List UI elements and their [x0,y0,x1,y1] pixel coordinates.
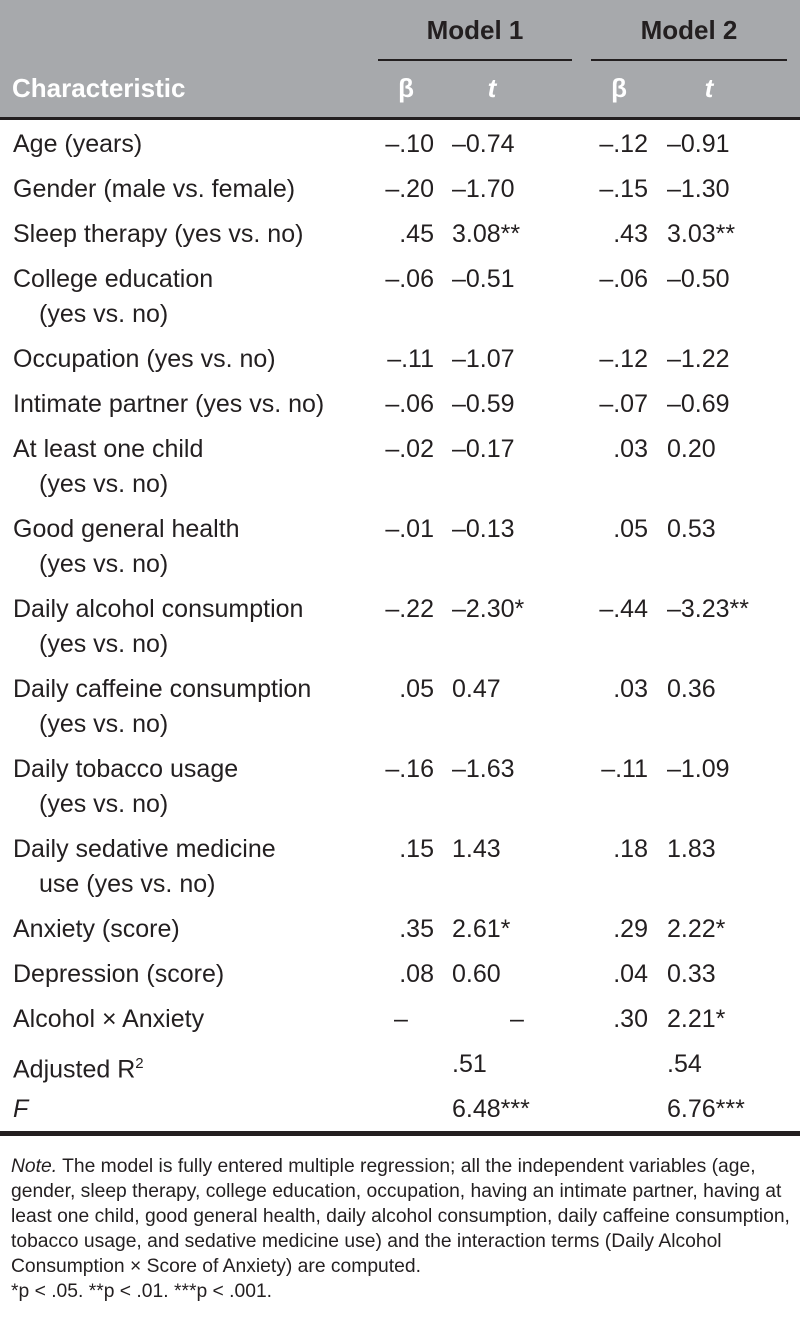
table-header [0,0,800,120]
table-bottom-rule [0,1131,800,1136]
model1-t: 0.60 [452,960,501,988]
row-label: Alcohol × Anxiety [13,1005,205,1033]
table-row [0,907,800,952]
model1-t: –2.30* [452,595,525,623]
characteristic-heading: Characteristic [12,73,186,103]
model2-t: 1.83 [667,835,716,863]
model1-t: –0.13 [452,515,515,543]
table-row [0,427,800,507]
row-label: Age (years) [13,130,143,158]
table-body [0,122,800,1132]
table-row [0,122,800,167]
model1-t: –1.70 [452,175,515,203]
significance-legend: *p < .05. **p < .01. ***p < .001. [11,1281,273,1302]
model2-beta-heading: β [611,73,627,103]
model2-heading: Model 2 [640,15,738,45]
model2-beta: .30 [613,1005,648,1033]
row-label: Anxiety (score) [13,915,180,943]
model1-t: –1.63 [452,755,515,783]
model1-beta: –.06 [385,390,434,418]
model2-beta: –.06 [599,265,648,293]
model2-t: 0.53 [667,515,716,543]
model1-t: – [510,1005,524,1033]
model1-t: –0.74 [452,130,515,158]
model2-beta: –.12 [599,345,648,373]
model1-beta-heading: β [398,73,414,103]
table-row [0,827,800,907]
model1-beta: –.16 [385,755,434,783]
row-label-continued: (yes vs. no) [39,470,169,498]
table-row [0,952,800,997]
model1-f: 6.48*** [452,1095,530,1123]
row-label: Intimate partner (yes vs. no) [13,390,325,418]
model2-t: 0.36 [667,675,716,703]
table-row [0,212,800,257]
model1-beta: –.11 [387,345,434,373]
model1-beta: –.01 [385,515,434,543]
model2-t: 2.22* [667,915,726,943]
model2-t-heading: t [704,73,714,103]
interaction-row [0,997,800,1042]
model2-t: –3.23** [667,595,750,623]
model2-beta: –.12 [599,130,648,158]
table-row [0,587,800,667]
f-row [0,1087,800,1132]
model1-t: –0.51 [452,265,515,293]
model1-beta: .45 [399,220,434,248]
model1-heading: Model 1 [426,15,524,45]
table-note [11,1154,800,1304]
superscript-two: 2 [135,1055,144,1072]
row-label: Depression (score) [13,960,225,988]
row-label-continued: (yes vs. no) [39,300,169,328]
model2-t: –0.91 [667,130,730,158]
model2-t: –1.09 [667,755,730,783]
row-label: Daily tobacco usage [13,755,239,783]
model2-t: –0.50 [667,265,730,293]
model2-beta: –.11 [601,755,648,783]
model2-beta: .18 [613,835,648,863]
row-label: Gender (male vs. female) [13,175,296,203]
note-lead: Note. [11,1156,58,1177]
row-label-continued: (yes vs. no) [39,630,169,658]
model1-beta: – [394,1005,408,1033]
model1-beta: –.02 [385,435,434,463]
table-row [0,257,800,337]
model2-t: –1.30 [667,175,730,203]
model2-beta: –.15 [599,175,648,203]
model2-beta: .29 [613,915,648,943]
model1-t: –1.07 [452,345,515,373]
model1-rule [378,59,572,61]
model1-beta: .05 [399,675,434,703]
row-label: Daily sedative medicine [13,835,276,863]
row-label-continued: (yes vs. no) [39,550,169,578]
model2-t: 0.20 [667,435,716,463]
model2-f: 6.76*** [667,1095,745,1123]
row-label-continued: (yes vs. no) [39,710,169,738]
model2-t: 0.33 [667,960,716,988]
note-paragraph [11,1154,800,1279]
model1-beta: –.20 [385,175,434,203]
row-label-continued: use (yes vs. no) [39,870,216,898]
table-row [0,747,800,827]
model2-rule [591,59,787,61]
model1-t: 0.47 [452,675,501,703]
table-row [0,507,800,587]
model1-beta: .35 [399,915,434,943]
table-row [0,167,800,212]
row-label-continued: (yes vs. no) [39,790,169,818]
row-label: Daily alcohol consumption [13,595,304,623]
model2-t: 3.03** [667,220,736,248]
adjusted-r2-row [0,1042,800,1087]
row-label: Good general health [13,515,240,543]
model2-beta: .05 [613,515,648,543]
model2-t: –1.22 [667,345,730,373]
model1-t-heading: t [487,73,497,103]
row-label: F [13,1095,29,1123]
model2-t: –0.69 [667,390,730,418]
model1-t: 3.08** [452,220,521,248]
table-row [0,337,800,382]
model1-t: –0.17 [452,435,515,463]
model2-beta: .04 [613,960,648,988]
model1-t: 1.43 [452,835,501,863]
row-label: Occupation (yes vs. no) [13,345,276,373]
model2-adjusted-r2: .54 [667,1050,702,1078]
model2-beta: .03 [613,435,648,463]
model1-beta: –.22 [385,595,434,623]
row-label: College education [13,265,214,293]
adjusted-r-text: Adjusted R [13,1055,136,1084]
row-label: Sleep therapy (yes vs. no) [13,220,304,248]
model2-beta: –.44 [599,595,648,623]
model2-beta: .03 [613,675,648,703]
table-row [0,382,800,427]
model1-adjusted-r2: .51 [452,1050,487,1078]
table-row [0,667,800,747]
model2-beta: .43 [613,220,648,248]
model1-beta: –.10 [385,130,434,158]
note-text: The model is fully entered multiple regression; all the independent variables (age, gender, sleep therapy, college education, occupation, having an intimate partner, having at least one child, good general health, daily alcohol consumption, daily caffeine consumption, tobacco usage, and sedative medicine use) and the interaction terms (Daily Alcohol Consumption × Score of Anxiety) are computed. [11,1156,790,1277]
model1-beta: –.06 [385,265,434,293]
model1-beta: .08 [399,960,434,988]
model2-beta: –.07 [599,390,648,418]
model2-t: 2.21* [667,1005,726,1033]
model1-t: 2.61* [452,915,511,943]
row-label: At least one child [13,435,204,463]
row-label: Daily caffeine consumption [13,675,312,703]
model1-beta: .15 [399,835,434,863]
model1-t: –0.59 [452,390,515,418]
row-label [13,1048,144,1084]
